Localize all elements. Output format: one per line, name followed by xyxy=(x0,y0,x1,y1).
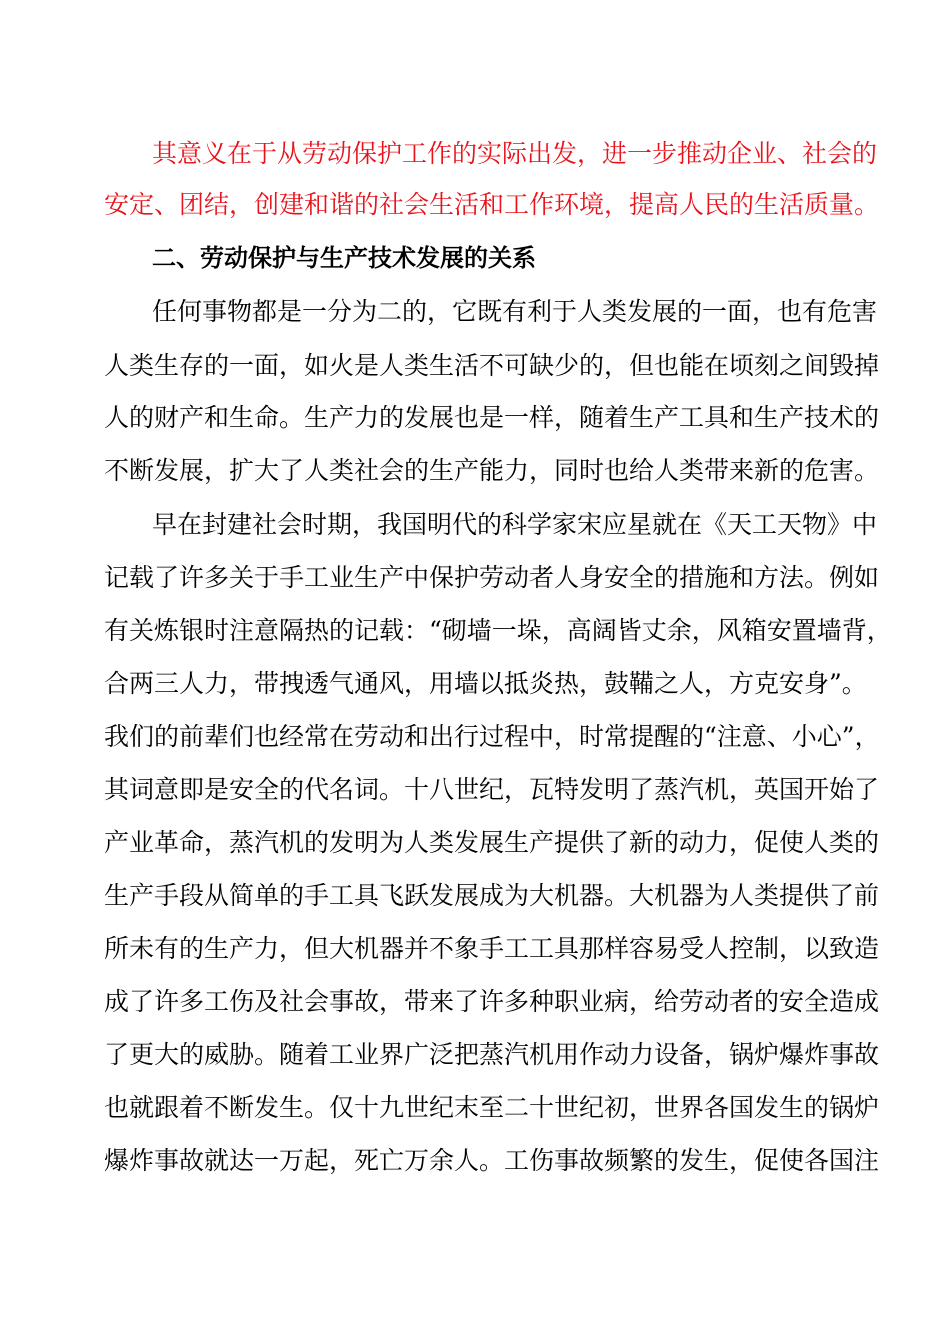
intro-line-2: 安定、团结，创建和谐的社会生活和工作环境，提高人民的生活质量。 xyxy=(104,190,880,219)
paragraph-1-line: 人类生存的一面，如火是人类生活不可缺少的，但也能在顷刻之间毁掉 xyxy=(104,351,880,380)
paragraph-2-line: 记载了许多关于手工业生产中保护劳动者人身安全的措施和方法。例如 xyxy=(104,563,880,592)
paragraph-2-line: 爆炸事故就达一万起，死亡万余人。工伤事故频繁的发生，促使各国注 xyxy=(104,1146,880,1175)
paragraph-2-line: 生产手段从简单的手工具飞跃发展成为大机器。大机器为人类提供了前 xyxy=(104,881,880,910)
intro-line-1: 其意义在于从劳动保护工作的实际出发，进一步推动企业、社会的 xyxy=(152,139,878,168)
paragraph-1-line: 不断发展，扩大了人类社会的生产能力，同时也给人类带来新的危害。 xyxy=(104,456,880,485)
paragraph-2-line: 有关炼银时注意隔热的记载：“砌墙一垛，高阔皆丈余，风箱安置墙背， xyxy=(104,616,892,645)
paragraph-2-line: 成了许多工伤及社会事故，带来了许多种职业病，给劳动者的安全造成 xyxy=(104,987,880,1016)
paragraph-2-line: 所未有的生产力，但大机器并不象手工工具那样容易受人控制，以致造 xyxy=(104,934,880,963)
paragraph-2-line: 我们的前辈们也经常在劳动和出行过程中，时常提醒的“注意、小心”， xyxy=(104,722,880,751)
paragraph-1-line: 任何事物都是一分为二的，它既有利于人类发展的一面，也有危害 xyxy=(152,297,878,326)
paragraph-2-line: 产业革命，蒸汽机的发明为人类发展生产提供了新的动力，促使人类的 xyxy=(104,828,880,857)
paragraph-2-line: 早在封建社会时期，我国明代的科学家宋应星就在《天工天物》中 xyxy=(152,510,878,539)
paragraph-1-line: 人的财产和生命。生产力的发展也是一样，随着生产工具和生产技术的 xyxy=(104,403,880,432)
paragraph-2-line: 合两三人力，带拽透气通风，用墙以抵炎热，鼓鞴之人，方克安身”。 xyxy=(104,669,867,698)
paragraph-2-line: 其词意即是安全的代名词。十八世纪，瓦特发明了蒸汽机，英国开始了 xyxy=(104,775,880,804)
section-heading: 二、劳动保护与生产技术发展的关系 xyxy=(152,244,536,272)
paragraph-2-line: 了更大的威胁。随着工业界广泛把蒸汽机用作动力设备，锅炉爆炸事故 xyxy=(104,1040,880,1069)
paragraph-2-line: 也就跟着不断发生。仅十九世纪末至二十世纪初，世界各国发生的锅炉 xyxy=(104,1093,880,1122)
